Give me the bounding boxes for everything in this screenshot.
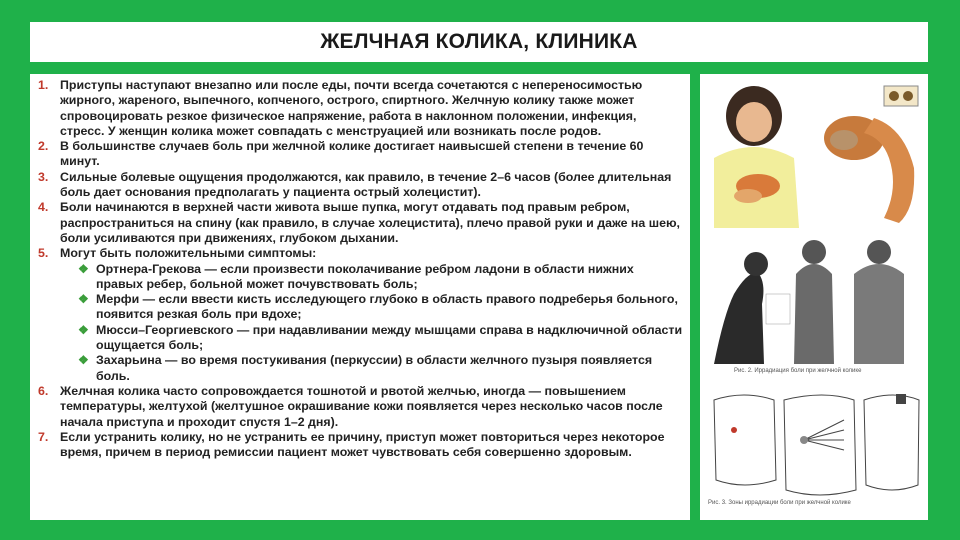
diamond-bullet-icon: ❖ <box>78 261 89 276</box>
list-item: Приступы наступают внезапно или после еды, почти всегда сочетаются с непереносимостью жирного, жареного, выпечного, копченого, острого, спиртного. Желчную колику также может спровоцировать резкое физическое напряжение, работа в наклонном положении, инфекция, стресс. У женщин колика может совпадать с менструацией или возникать после родов. <box>60 78 643 138</box>
list-item: В большинстве случаев боль при желчной колике достигает наивысшей степени в течение 60 минут. <box>60 139 644 169</box>
symptom-list <box>60 262 684 384</box>
pain-radiation-photos-image <box>704 234 924 374</box>
svg-text:Рис. 3. Зоны иррадиации боли п: Рис. 3. Зоны иррадиации боли при желчной колике <box>708 500 851 506</box>
title-box <box>30 22 928 62</box>
svg-text:Рис. 2. Иррадиация боли при же: Рис. 2. Иррадиация боли при желчной колике <box>734 368 862 374</box>
symptom-item: ❖ Мерфи — если ввести кисть исследующего глубоко в область правого подреберья больного, появится резкая боль при вдохе; <box>78 292 678 322</box>
item-list <box>30 74 690 460</box>
diamond-bullet-icon: ❖ <box>78 353 89 368</box>
woman-illustration-image <box>704 78 924 228</box>
list-item: Сильные болевые ощущения продолжаются, как правило, в течение 2–6 часов (более длительная боль дает основания предполагать у пациента острый холецистит). <box>60 169 672 200</box>
symptom-item: ❖ Ортнера-Грекова — если произвести поколачивание ребром ладони в области нижних правых ребер, больной может почувствовать боль; <box>78 261 634 291</box>
list-item: Боли начинаются в верхней части живота выше пупка, могут отдавать под правым ребром, распространиться на спину (как правило, в случае холецистита), плечо правой руки и даже на шею, боли усиливаются при движениях, глубоком дыхании. <box>60 200 680 245</box>
list-item: Желчная колика часто сопровождается тошнотой и рвотой желчью, иногда — повышением температуры, желтухой (желтушное окрашивание кожи появляется через несколько часов после начала приступа и проходит спустя 1–2 дня). <box>60 383 663 429</box>
pain-radiation-diagram-image <box>704 380 924 516</box>
diamond-bullet-icon: ❖ <box>78 292 89 307</box>
content-panel <box>30 74 690 520</box>
list-item: Если устранить колику, но не устранить ее причину, приступ может повториться через некоторое время, причем в период ремиссии пациент может чувствовать себя совершенно здоровым. <box>60 429 665 460</box>
diamond-bullet-icon: ❖ <box>78 322 89 337</box>
list-item: Могут быть положительными симптомы: ❖ Ортнера-Грекова — если произвести поколачивание ребром ладони в области нижних правых ребер, больной может почувствовать боль; ❖ Мерфи — если ввести кисть исследующего глубоко в область правого подреберья больного, появится резкая боль при вдохе; ❖ Мюсси–Георгиевского — при надавливании между мышцами справа в надключичной области ощущается боль; ❖ Захарьина — во время постукивания (перкуссии) в области желчного пузыря появляется боль. <box>60 246 683 383</box>
symptom-item: ❖ Захарьина — во время постукивания (перкуссии) в области желчного пузыря появляется боль. <box>78 353 653 383</box>
image-panel <box>700 74 928 520</box>
page-title: ЖЕЛЧНАЯ КОЛИКА, КЛИНИКА <box>320 30 638 53</box>
symptom-item: ❖ Мюсси–Георгиевского — при надавливании между мышцами справа в надключичной области ощущается боль; <box>78 322 683 353</box>
